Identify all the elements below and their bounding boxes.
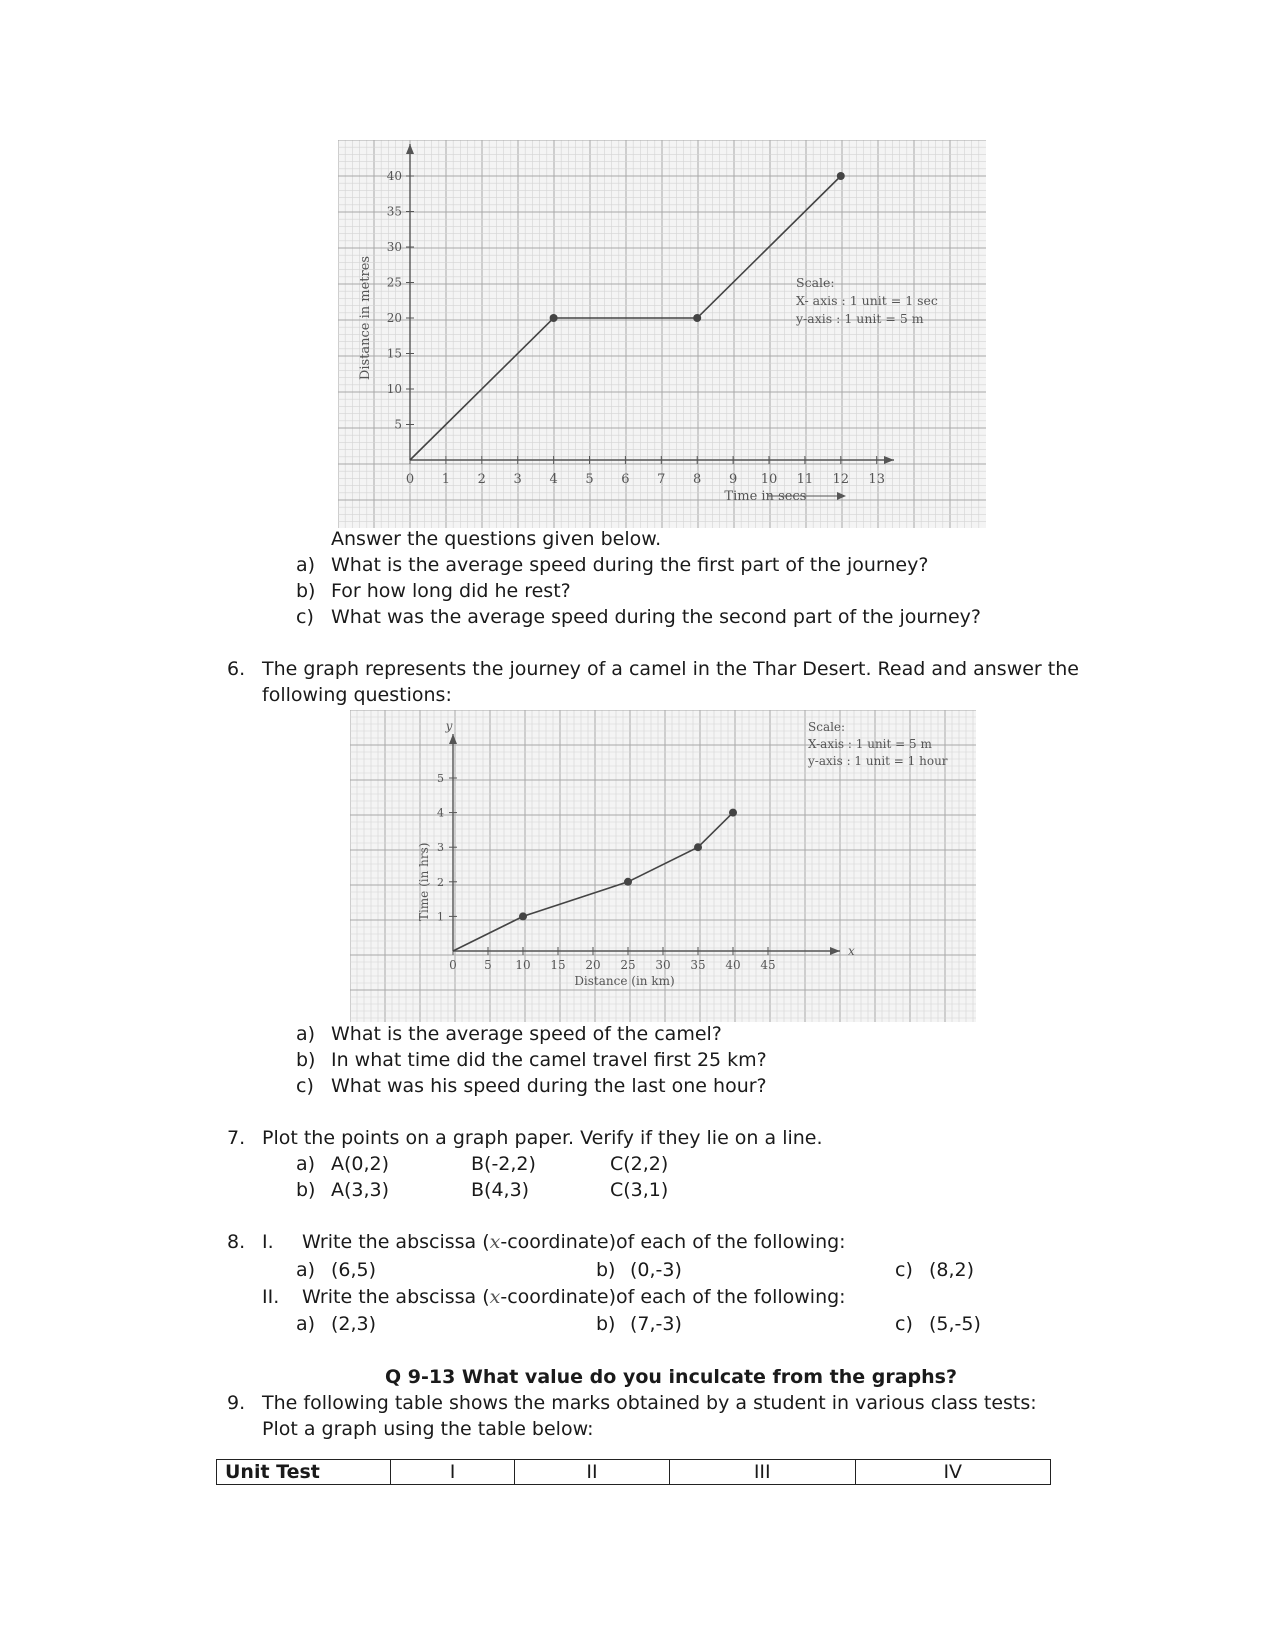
x-tick-label: 5: [484, 958, 492, 972]
y-tick-label: 5: [394, 417, 402, 432]
y-tick-label: 35: [386, 204, 402, 219]
q6-a-label: a): [296, 1023, 316, 1045]
x-tick-label: 40: [725, 958, 741, 972]
q5-b-label: b): [296, 580, 316, 602]
x-tick-label: 35: [690, 958, 706, 972]
y-tick-label: 4: [437, 806, 444, 820]
table-row: [217, 1460, 1051, 1485]
y-tick-label: 3: [437, 841, 444, 855]
scale-note: Scale:: [808, 720, 846, 734]
x-symbol: x: [489, 1231, 501, 1253]
q7-a-p2: B(-2,2): [471, 1153, 536, 1175]
x-tick-label: 45: [760, 958, 776, 972]
y-axis-name: y: [445, 719, 453, 733]
q8-2a-label: a): [296, 1313, 316, 1335]
table-cell: I: [391, 1460, 515, 1485]
q8-1a-label: a): [296, 1259, 316, 1281]
data-point: [729, 809, 737, 817]
q8-2a-val: (2,3): [331, 1313, 377, 1335]
q7-b-p1: A(3,3): [331, 1179, 390, 1201]
y-axis-label: Time (in hrs): [417, 842, 431, 922]
q6-line2: following questions:: [262, 684, 452, 706]
x-tick-label: 3: [513, 472, 522, 487]
q8-1c-val: (8,2): [929, 1259, 975, 1281]
y-tick-label: 40: [386, 169, 402, 183]
q7-b-label: b): [296, 1179, 316, 1201]
data-point: [837, 172, 845, 180]
y-axis-arrow: [406, 144, 414, 154]
q6-c-label: c): [296, 1075, 314, 1097]
q5-b-text: For how long did he rest?: [331, 580, 571, 602]
camel-journey-chart: [350, 710, 976, 1022]
table-cell: III: [669, 1460, 855, 1485]
x-axis-name: x: [848, 944, 855, 958]
y-axis-label: Distance in metres: [358, 255, 373, 381]
q8-1b-label: b): [596, 1259, 616, 1281]
data-point: [624, 878, 632, 886]
x-tick-label: 8: [693, 472, 702, 487]
y-axis-arrow: [449, 734, 457, 744]
q7-a-label: a): [296, 1153, 316, 1175]
q7-number: 7.: [227, 1127, 246, 1149]
q6-a-text: What is the average speed of the camel?: [331, 1023, 722, 1045]
q7-a-p1: A(0,2): [331, 1153, 390, 1175]
q5-a-label: a): [296, 554, 316, 576]
x-tick-label: 4: [549, 472, 558, 487]
q8-2c-val: (5,-5): [929, 1313, 981, 1335]
x-tick-label: 0: [405, 472, 415, 487]
q9-line2: Plot a graph using the table below:: [262, 1418, 594, 1440]
table-cell: II: [515, 1460, 670, 1485]
q6-b-label: b): [296, 1049, 316, 1071]
scale-note: X- axis : 1 unit = 1 sec: [796, 293, 938, 308]
x-axis-label: Time in secs: [724, 489, 807, 504]
q7-a-p3: C(2,2): [610, 1153, 669, 1175]
scale-note: y-axis : 1 unit = 1 hour: [808, 754, 948, 768]
q7-text: Plot the points on a graph paper. Verify if they lie on a line.: [262, 1127, 823, 1149]
x-tick-label: 12: [832, 472, 850, 487]
camel-journey-graph: [350, 710, 976, 1022]
q5-a-text: What is the average speed during the first part of the journey?: [331, 554, 929, 576]
x-tick-label: 7: [657, 472, 666, 487]
q8-part2-text: Write the abscissa (x-coordinate)of each of the following:: [302, 1286, 846, 1308]
y-tick-label: 10: [386, 382, 402, 396]
series-line: [453, 813, 733, 951]
x-tick-label: 10: [760, 472, 778, 487]
x-tick-label: 6: [621, 472, 630, 487]
x-tick-label: 2: [477, 472, 486, 487]
q8-part1-text: Write the abscissa (x-coordinate)of each of the following:: [302, 1231, 846, 1253]
q6-number: 6.: [227, 658, 246, 680]
x-tick-label: 11: [796, 472, 814, 487]
q5-c-text: What was the average speed during the second part of the journey?: [331, 606, 981, 628]
scale-note: y-axis : 1 unit = 5 m: [796, 311, 924, 326]
q8-1b-val: (0,-3): [630, 1259, 682, 1281]
x-tick-label: 1: [441, 472, 451, 487]
q8-number: 8.: [227, 1231, 246, 1253]
q8-1c-label: c): [895, 1259, 913, 1281]
y-tick-label: 25: [386, 275, 402, 290]
y-tick-label: 2: [437, 875, 444, 889]
q7-b-p3: C(3,1): [610, 1179, 669, 1201]
q5-c-label: c): [296, 606, 314, 628]
distance-time-chart: [338, 140, 986, 528]
q8-part1-roman: I.: [262, 1231, 274, 1253]
distance-time-graph: [338, 140, 986, 528]
y-tick-label: 15: [386, 346, 402, 361]
q8-1a-val: (6,5): [331, 1259, 377, 1281]
table-cell: IV: [855, 1460, 1050, 1485]
y-tick-label: 30: [386, 240, 402, 254]
x-tick-label: 9: [728, 472, 738, 487]
q9-line1: The following table shows the marks obtained by a student in various class tests:: [262, 1392, 1037, 1414]
x-tick-label: 5: [585, 472, 594, 487]
table-header-cell: Unit Test: [217, 1460, 391, 1485]
x-tick-label: 0: [449, 958, 457, 972]
x-symbol: x: [489, 1286, 501, 1308]
x-axis-label: Distance (in km): [574, 974, 675, 988]
x-tick-label: 10: [515, 958, 531, 972]
x-tick-label: 20: [585, 958, 601, 972]
x-tick-label: 25: [620, 958, 636, 972]
scale-note: Scale:: [796, 275, 835, 290]
data-point: [693, 314, 701, 322]
data-point: [550, 314, 558, 322]
q6-b-text: In what time did the camel travel first 25 km?: [331, 1049, 767, 1071]
q6-line1: The graph represents the journey of a camel in the Thar Desert. Read and answer the: [262, 658, 1079, 680]
q8-2b-val: (7,-3): [630, 1313, 682, 1335]
q7-b-p2: B(4,3): [471, 1179, 530, 1201]
data-point: [694, 843, 702, 851]
q8-part2-roman: II.: [262, 1286, 280, 1308]
section-heading: Q 9-13 What value do you inculcate from the graphs?: [385, 1366, 957, 1388]
q6-c-text: What was his speed during the last one hour?: [331, 1075, 767, 1097]
y-tick-label: 20: [386, 311, 402, 325]
q8-2c-label: c): [895, 1313, 913, 1335]
q9-number: 9.: [227, 1392, 246, 1414]
data-point: [519, 912, 527, 920]
y-tick-label: 1: [437, 910, 444, 924]
q8-2b-label: b): [596, 1313, 616, 1335]
scale-note: X-axis : 1 unit = 5 m: [808, 737, 932, 751]
x-tick-label: 30: [655, 958, 671, 972]
unit-test-table: [216, 1459, 1051, 1485]
q5-intro: Answer the questions given below.: [331, 528, 662, 550]
x-tick-label: 15: [550, 958, 566, 972]
x-tick-label: 13: [868, 472, 885, 487]
y-tick-label: 5: [437, 772, 444, 785]
